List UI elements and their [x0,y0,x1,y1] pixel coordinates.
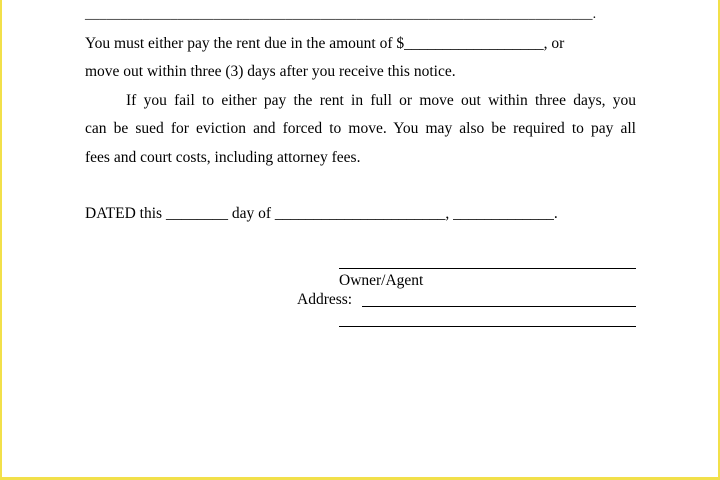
rent-due-text-end: , or [543,35,565,52]
signature-line[interactable] [339,268,636,269]
rent-amount-blank[interactable]: __________________ [404,35,544,52]
address-label: Address: [297,291,360,308]
owner-agent-label: Owner/Agent [339,272,424,289]
dated-line[interactable]: DATED this ________ day of ______________________, _____________. [85,205,558,222]
rent-due-text: You must either pay the rent due in the amount of $ [85,35,405,52]
paragraph-2-line-3: fees and court costs, including attorney fees. [85,149,361,166]
paragraph-1-line-1 [85,35,636,53]
top-fill-line: _______________________________________________________________________. [85,7,597,22]
address-line-2[interactable] [339,326,636,327]
paragraph-1-line-2: move out within three (3) days after you receive this notice. [85,63,456,80]
paragraph-2-line-2: can be sued for eviction and forced to move. You may also be required to pay all [85,120,636,137]
paragraph-2-line-1: If you fail to either pay the rent in full or move out within three days, you [126,92,636,109]
address-line-1[interactable] [362,306,636,307]
